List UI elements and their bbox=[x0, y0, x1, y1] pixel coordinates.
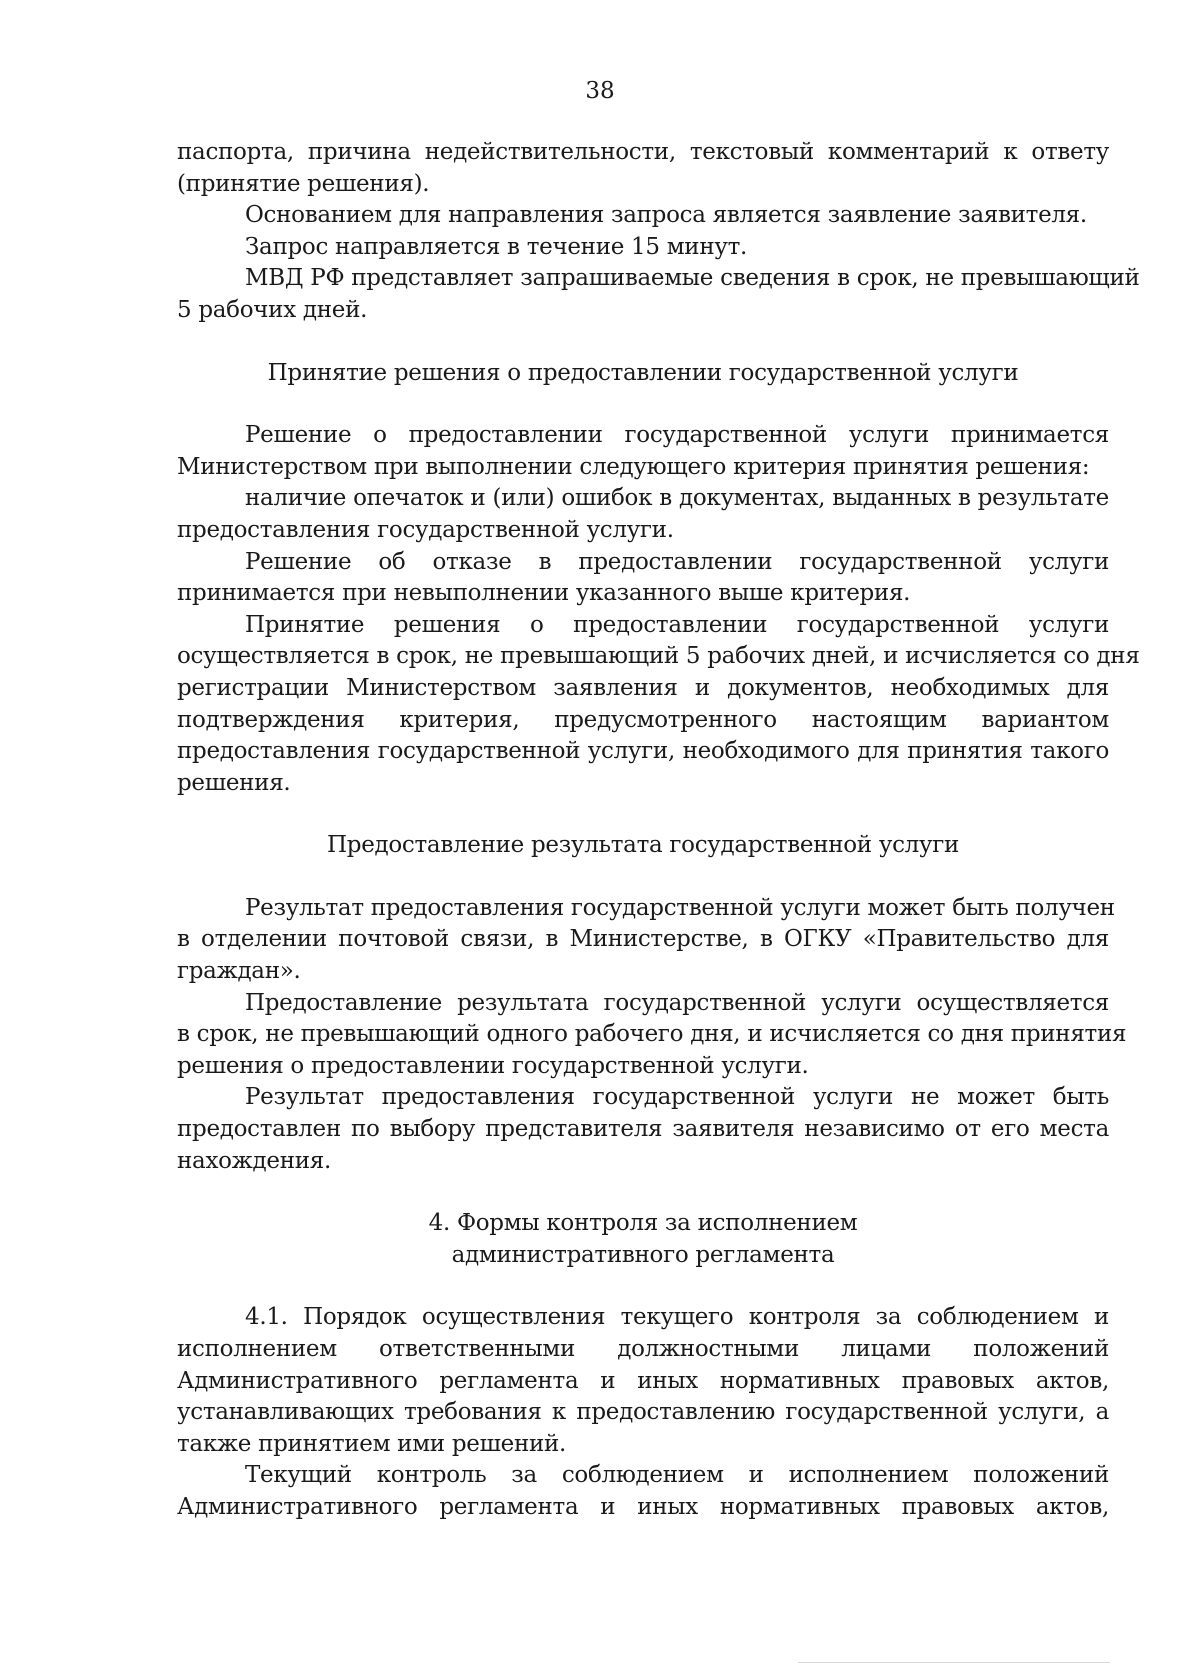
text-line: Министерством при выполнении следующего критерия принятия решения: bbox=[177, 453, 1090, 480]
text-line: устанавливающих требования к предоставлению государственной услуги, а bbox=[177, 1399, 1109, 1426]
spacer bbox=[177, 799, 1109, 830]
text-line: в срок, не превышающий одного рабочего дня, и исчисляется со дня принятия bbox=[177, 1021, 1127, 1048]
text-line: исполнением ответственными должностными лицами положений bbox=[177, 1336, 1109, 1362]
page-number: 38 bbox=[585, 78, 615, 104]
text-line: 5 рабочих дней. bbox=[177, 296, 368, 323]
text-line: предоставлен по выбору представителя заявителя независимо от его места bbox=[177, 1116, 1109, 1143]
text-line: в отделении почтовой связи, в Министерстве, в ОГКУ «Правительство для bbox=[177, 926, 1109, 953]
text-line: Запрос направляется в течение 15 минут. bbox=[245, 233, 748, 260]
text-line: осуществляется в срок, не превышающий 5 рабочих дней, и исчисляется со дня bbox=[177, 643, 1140, 670]
text-line: Результат предоставления государственной услуги может быть получен bbox=[245, 894, 1115, 921]
spacer bbox=[177, 862, 1109, 893]
text-line: предоставления государственной услуги. bbox=[177, 516, 674, 543]
spacer bbox=[177, 1271, 1109, 1302]
text-line: подтверждения критерия, предусмотренного настоящим вариантом bbox=[177, 706, 1109, 733]
text-line: паспорта, причина недействительности, текстовый комментарий к ответу bbox=[177, 139, 1109, 165]
text-line: решения о предоставлении государственной услуги. bbox=[177, 1052, 809, 1079]
text-line: Предоставление результата государственной услуги осуществляется bbox=[245, 989, 1109, 1016]
text-line: Основанием для направления запроса является заявление заявителя. bbox=[245, 202, 1087, 229]
spacer bbox=[177, 1177, 1109, 1208]
text-line: Административного регламента и иных нормативных правовых актов, bbox=[177, 1493, 1109, 1520]
spacer bbox=[177, 327, 1109, 358]
text-line: также принятием ими решений. bbox=[177, 1430, 567, 1457]
text-line: решения. bbox=[177, 769, 291, 796]
text-line: Решение о предоставлении государственной услуги принимается bbox=[245, 422, 1109, 449]
text-line: Административного регламента и иных нормативных правовых актов, bbox=[177, 1367, 1109, 1394]
text-line: Решение об отказе в предоставлении государственной услуги bbox=[245, 548, 1109, 575]
spacer bbox=[177, 389, 1109, 420]
text-line: МВД РФ представляет запрашиваемые сведения в срок, не превышающий bbox=[245, 265, 1140, 292]
text-line: Текущий контроль за соблюдением и исполнением положений bbox=[245, 1462, 1109, 1489]
section-heading: Принятие решения о предоставлении государственной услуги bbox=[267, 359, 1019, 386]
text-line: Принятие решения о предоставлении государственной услуги bbox=[245, 611, 1109, 638]
text-line: регистрации Министерством заявления и документов, необходимых для bbox=[177, 674, 1109, 701]
text-line: граждан». bbox=[177, 958, 301, 985]
chapter-heading: административного регламента bbox=[451, 1241, 835, 1268]
document-body bbox=[177, 137, 1140, 1524]
scan-artifact-line bbox=[798, 1662, 1110, 1663]
text-line: наличие опечаток и (или) ошибок в документах, выданных в результате bbox=[245, 485, 1109, 512]
text-line: 4.1. Порядок осуществления текущего контроля за соблюдением и bbox=[245, 1304, 1109, 1331]
chapter-heading: 4. Формы контроля за исполнением bbox=[428, 1210, 858, 1237]
text-line: принимается при невыполнении указанного выше критерия. bbox=[177, 580, 911, 607]
text-line: предоставления государственной услуги, необходимого для принятия такого bbox=[177, 738, 1109, 765]
section-heading: Предоставление результата государственной услуги bbox=[327, 832, 959, 859]
text-line: нахождения. bbox=[177, 1147, 331, 1174]
text-line: Результат предоставления государственной услуги не может быть bbox=[245, 1084, 1109, 1111]
text-line: (принятие решения). bbox=[177, 170, 430, 197]
